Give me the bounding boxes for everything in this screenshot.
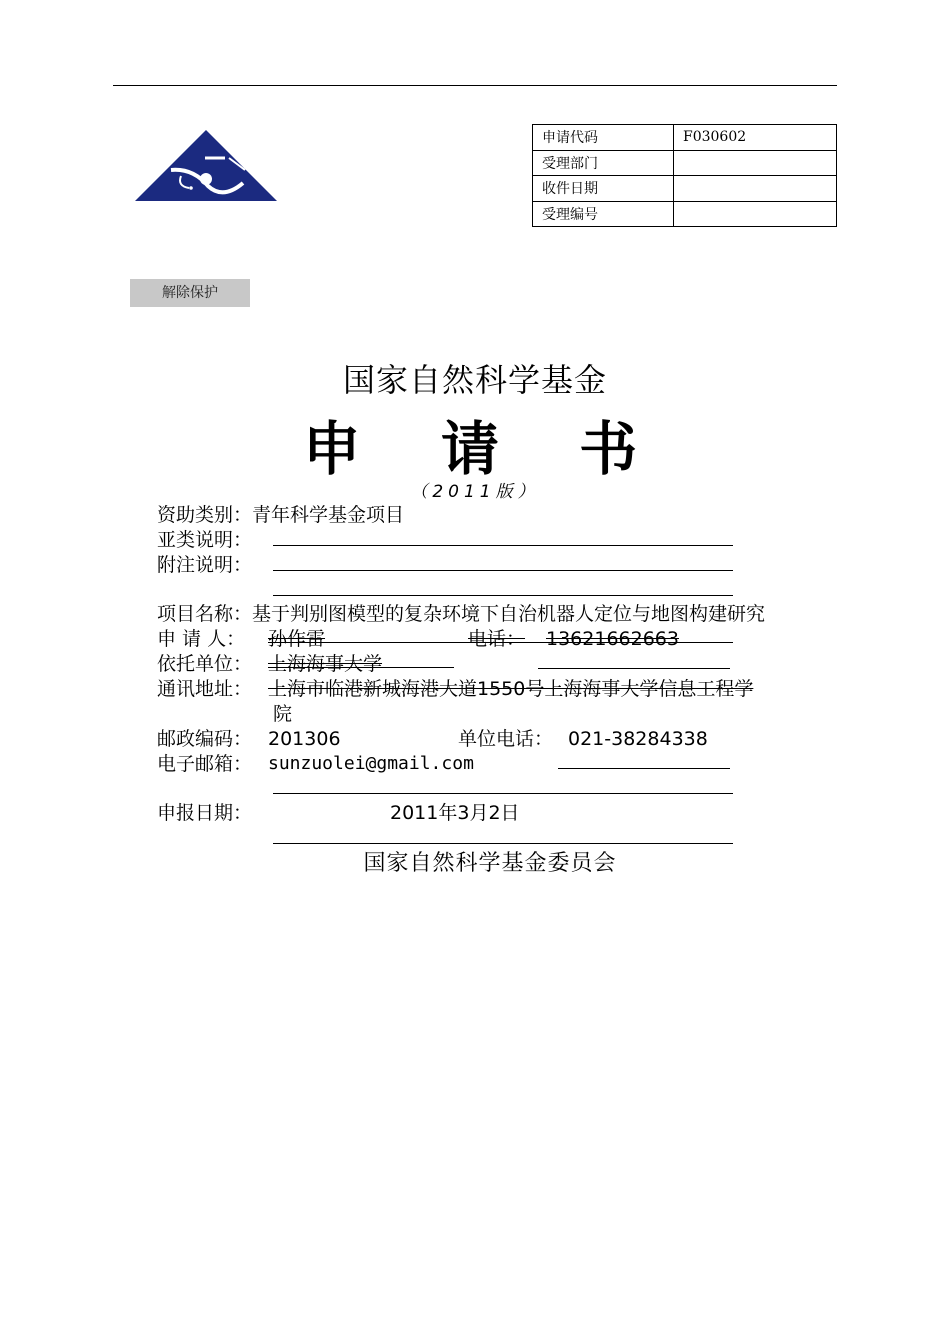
unit-field-line2 bbox=[538, 668, 730, 669]
postcode-label: 邮政编码： bbox=[157, 728, 253, 750]
doc-title: 申 请 书 bbox=[302, 415, 668, 483]
category-value[interactable]: 青年科学基金项目 bbox=[252, 504, 405, 526]
nsfc-logo-icon bbox=[133, 128, 279, 206]
note-field[interactable] bbox=[273, 570, 733, 571]
category-label: 资助类别： bbox=[157, 504, 253, 526]
header-rule bbox=[113, 85, 837, 86]
email-field-line bbox=[558, 768, 730, 769]
postcode-value[interactable]: 201306 bbox=[268, 728, 341, 750]
project-label: 项目名称： bbox=[157, 603, 253, 625]
date-value[interactable]: 2011年3月2日 bbox=[390, 802, 520, 824]
project-row bbox=[157, 602, 765, 626]
subcategory-field[interactable] bbox=[273, 545, 733, 546]
meta-label: 申请代码 bbox=[533, 125, 674, 151]
meta-row-number bbox=[533, 201, 837, 227]
meta-label: 受理部门 bbox=[533, 150, 674, 176]
address-value-line1[interactable]: 上海市临港新城海港大道1550号上海海事大学信息工程学 bbox=[268, 678, 754, 700]
meta-value[interactable] bbox=[674, 201, 837, 227]
meta-row-code bbox=[533, 125, 837, 151]
address-value-line2[interactable]: 院 bbox=[273, 703, 293, 725]
project-value[interactable]: 基于判别图模型的复杂环境下自治机器人定位与地图构建研究 bbox=[252, 603, 766, 625]
subcategory-label: 亚类说明： bbox=[157, 529, 253, 551]
unit-field-line bbox=[268, 667, 454, 668]
footer-committee: 国家自然科学基金委员会 bbox=[363, 851, 617, 876]
application-meta-table bbox=[532, 124, 837, 227]
unit-phone-label: 单位电话： bbox=[458, 728, 554, 750]
unit-label: 依托单位： bbox=[157, 653, 253, 675]
unit-value[interactable]: 上海海事大学 bbox=[268, 653, 383, 675]
date-label: 申报日期： bbox=[157, 802, 253, 824]
email-value[interactable]: sunzuolei@gmail.com bbox=[268, 753, 474, 774]
org-title: 国家自然科学基金 bbox=[342, 361, 607, 399]
category-row bbox=[157, 503, 404, 527]
meta-row-department bbox=[533, 150, 837, 176]
version-label: （2011版） bbox=[410, 482, 540, 502]
applicant-value[interactable]: 孙作雷 bbox=[268, 628, 326, 650]
meta-value[interactable] bbox=[674, 150, 837, 176]
applicant-field-line bbox=[268, 642, 733, 643]
meta-label: 受理编号 bbox=[533, 201, 674, 227]
phone-value[interactable]: 13621662663 bbox=[546, 628, 679, 650]
meta-value[interactable] bbox=[674, 176, 837, 202]
email-field-line2 bbox=[273, 793, 733, 794]
email-label: 电子邮箱： bbox=[157, 753, 253, 775]
unprotect-button[interactable]: 解除保护 bbox=[130, 279, 250, 307]
note-label: 附注说明： bbox=[157, 554, 253, 576]
applicant-label: 申 请 人： bbox=[157, 628, 246, 650]
meta-value[interactable]: F030602 bbox=[674, 125, 837, 151]
date-field-line bbox=[273, 843, 733, 844]
unit-phone-value[interactable]: 021-38284338 bbox=[568, 728, 708, 750]
address-label: 通讯地址： bbox=[157, 678, 253, 700]
phone-label: 电话： bbox=[468, 628, 526, 650]
meta-row-received-date bbox=[533, 176, 837, 202]
note-field-line2[interactable] bbox=[273, 595, 733, 596]
meta-label: 收件日期 bbox=[533, 176, 674, 202]
